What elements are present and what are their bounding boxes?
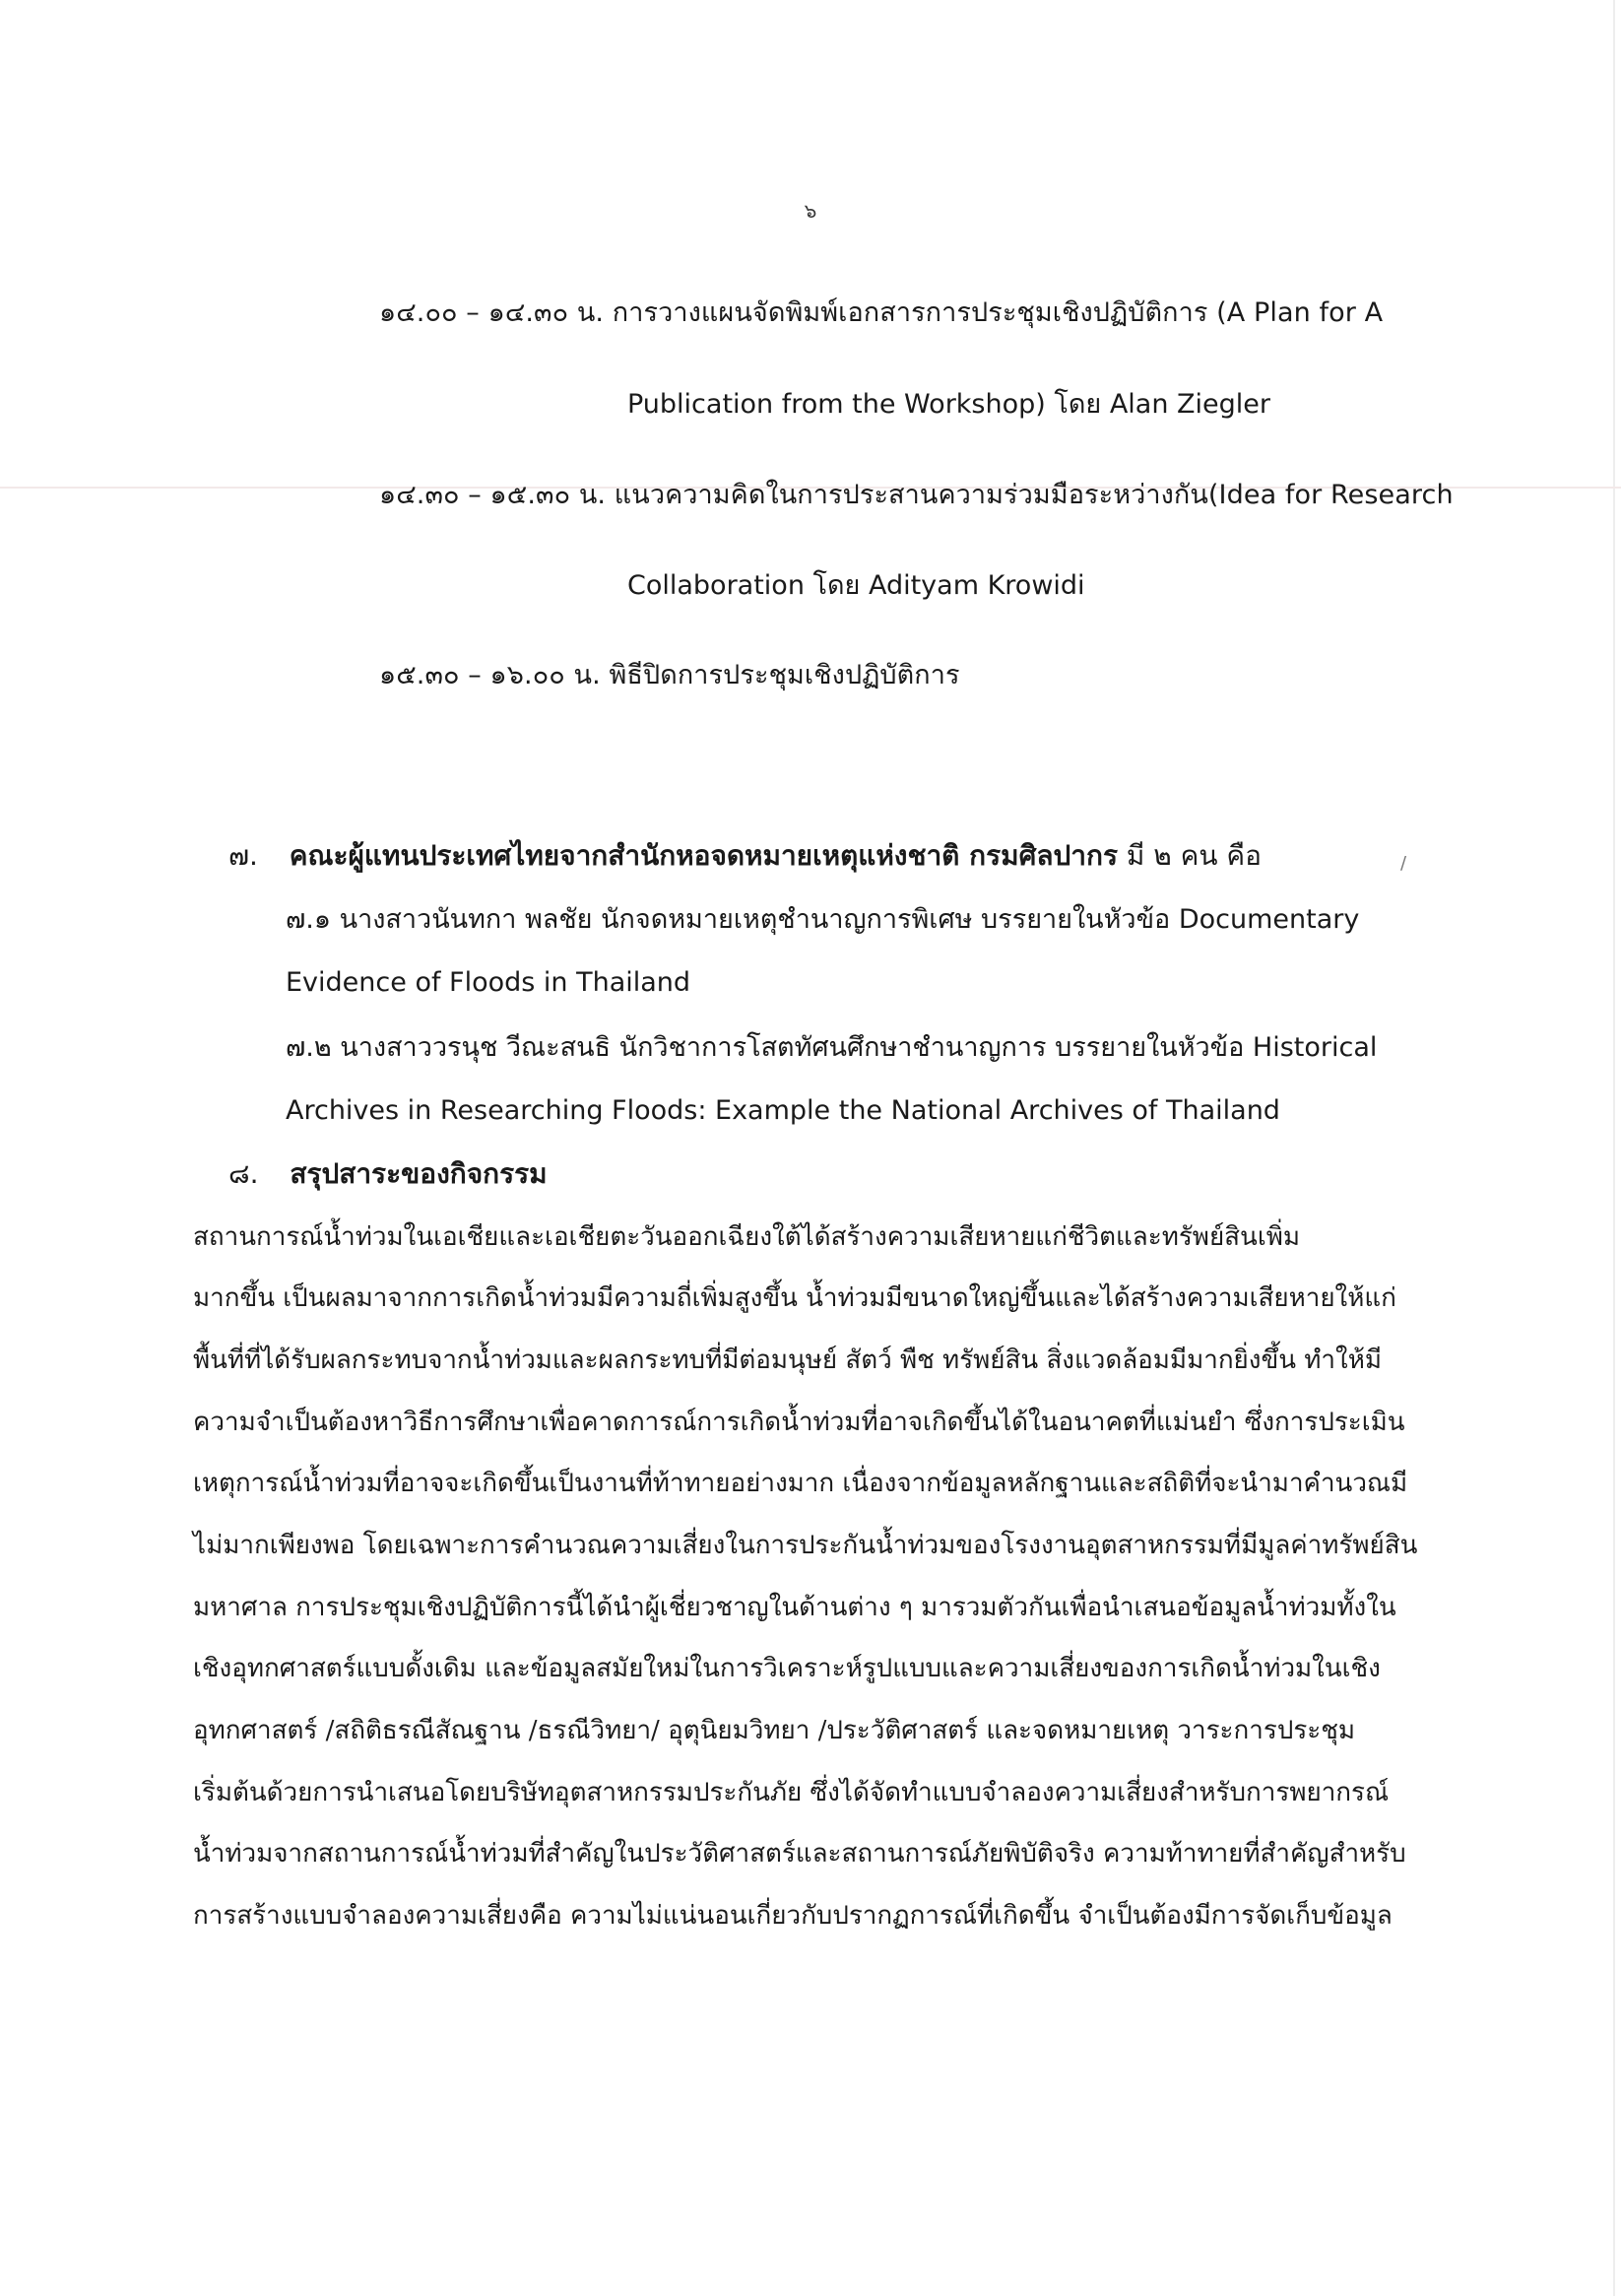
section-7-item-1-line-2: Evidence of Floods in Thailand [286, 967, 691, 998]
section-title: คณะผู้แทนประเทศไทยจากสำนักหอจดหมายเหตุแห่งชาติ กรมศิลปากร [289, 839, 1118, 872]
section-title-tail: มี ๒ คน คือ [1126, 839, 1262, 872]
paragraph-line: เริ่มต้นด้วยการนำเสนอโดยบริษัทอุตสาหกรรมประกันภัย ซึ่งได้จัดทำแบบจำลองความเสี่ยงสำหรับการพยากรณ์ [193, 1778, 1390, 1807]
paragraph-line: พื้นที่ที่ได้รับผลกระทบจากน้ำท่วมและผลกระทบที่มีต่อมนุษย์ สัตว์ พืช ทรัพย์สิน สิ่งแวดล้อมมีมากยิ่งขึ้น ทำให้มี [193, 1345, 1383, 1375]
section-title: สรุปสาระของกิจกรรม [290, 1157, 548, 1190]
schedule-text: แนวความคิดในการประสานความร่วมมือระหว่างกัน(Idea for Research [614, 480, 1454, 510]
section-7-item-1-line-1: ๗.๑ นางสาวนันทกา พลชัย นักจดหมายเหตุชำนาญการพิเศษ บรรยายในหัวข้อ Documentary [286, 904, 1360, 935]
schedule-row-2 [379, 478, 1454, 513]
section-8-heading [228, 1155, 548, 1193]
paragraph-line: ไม่มากเพียงพอ โดยเฉพาะการคำนวณความเสี่ยงในการประกันน้ำท่วมของโรงงานอุตสาหกรรมที่มีมูลค่าทรัพย์สิน [193, 1531, 1418, 1560]
schedule-time: ๑๔.๐๐ – ๑๔.๓๐ น. [379, 297, 605, 328]
section-7-item-2-line-1: ๗.๒ นางสาววรนุช วีณะสนธิ นักวิชาการโสตทัศนศึกษาชำนาญการ บรรยายในหัวข้อ Historical [286, 1032, 1378, 1063]
paragraph-line: สถานการณ์น้ำท่วมในเอเชียและเอเชียตะวันออกเฉียงใต้ได้สร้างความเสียหายแก่ชีวิตและทรัพย์สินเพิ่ม [193, 1222, 1300, 1252]
paragraph-line: เชิงอุทกศาสตร์แบบดั้งเดิม และข้อมูลสมัยใหม่ในการวิเคราะห์รูปแบบและความเสี่ยงของการเกิดน้ำท่วมในเชิง [193, 1654, 1381, 1683]
paragraph-line: อุทกศาสตร์ /สถิติธรณีสัณฐาน /ธรณีวิทยา/ อุตุนิยมวิทยา /ประวัติศาสตร์ และจดหมายเหตุ วาระการประชุม [193, 1716, 1356, 1745]
schedule-text: การวางแผนจัดพิมพ์เอกสารการประชุมเชิงปฏิบัติการ (A Plan for A [612, 297, 1384, 328]
paragraph-line: น้ำท่วมจากสถานการณ์น้ำท่วมที่สำคัญในประวัติศาสตร์และสถานการณ์ภัยพิบัติจริง ความท้าทายที่สำคัญสำหรับ [193, 1839, 1406, 1869]
paragraph-line: การสร้างแบบจำลองความเสี่ยงคือ ความไม่แน่นอนเกี่ยวกับปรากฏการณ์ที่เกิดขึ้น จำเป็นต้องมีการจัดเก็บข้อมูล [193, 1901, 1393, 1931]
schedule-row-1-continuation: Publication from the Workshop) โดย Alan Ziegler [627, 389, 1270, 420]
section-number: ๘. [228, 1157, 259, 1190]
schedule-text: พิธีปิดการประชุมเชิงปฏิบัติการ [609, 660, 960, 690]
paragraph-line: มหาศาล การประชุมเชิงปฏิบัติการนี้ได้นำผู้เชี่ยวชาญในด้านต่าง ๆ มารวมตัวกันเพื่อนำเสนอข้อมูลน้ำท่วมทั้งใน [193, 1593, 1396, 1622]
schedule-row-2-continuation: Collaboration โดย Adityam Krowidi [627, 570, 1085, 601]
schedule-time: ๑๕.๓๐ – ๑๖.๐๐ น. [379, 660, 601, 690]
paragraph-line: เหตุการณ์น้ำท่วมที่อาจจะเกิดขึ้นเป็นงานที่ท้าทายอย่างมาก เนื่องจากข้อมูลหลักฐานและสถิติที่จะนำมาคำนวณมี [193, 1469, 1408, 1498]
section-7-item-2-line-2: Archives in Researching Floods: Example the National Archives of Thailand [286, 1095, 1280, 1126]
section-7-heading [228, 837, 1262, 875]
schedule-row-1 [379, 295, 1383, 331]
paragraph-line: มากขึ้น เป็นผลมาจากการเกิดน้ำท่วมมีความถี่เพิ่มสูงขึ้น น้ำท่วมมีขนาดใหญ่ขึ้นและได้สร้างความเสียหายให้แก่ [193, 1283, 1396, 1313]
stray-mark: / [1400, 853, 1407, 874]
paragraph-line: ความจำเป็นต้องหาวิธีการศึกษาเพื่อคาดการณ์การเกิดน้ำท่วมที่อาจเกิดขึ้นได้ในอนาคตที่แม่นยำ ซึ่งการประเมิน [193, 1408, 1405, 1437]
section-number: ๗. [228, 839, 258, 872]
schedule-time: ๑๔.๓๐ – ๑๕.๓๐ น. [379, 480, 607, 510]
page-number: ๖ [804, 199, 817, 223]
scan-edge-line [1613, 0, 1615, 2296]
schedule-row-3 [379, 658, 960, 693]
